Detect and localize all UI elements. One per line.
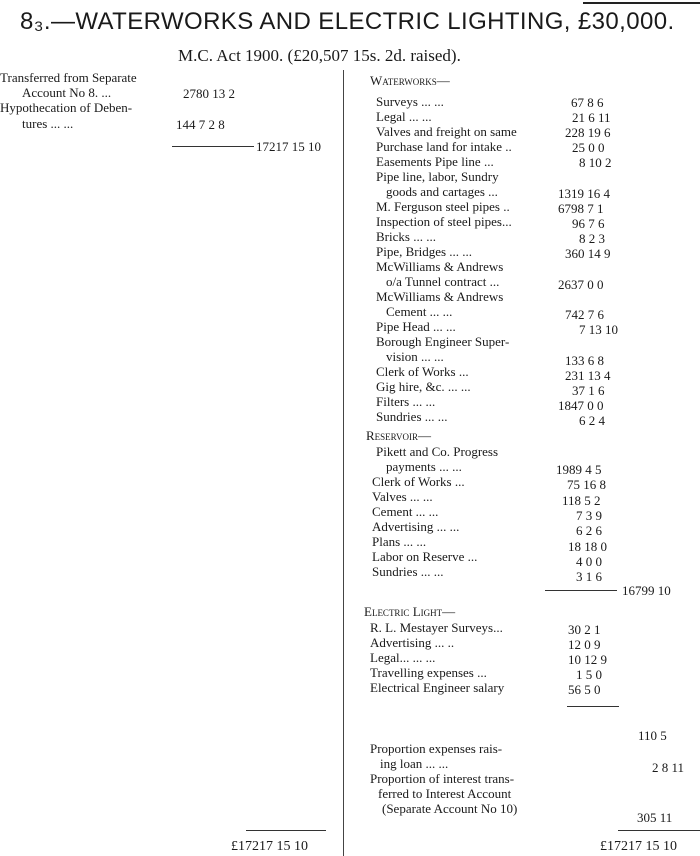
- proportion-loan-label: ing loan ... ...: [380, 756, 449, 771]
- ledger-amount: 56 5 0: [568, 682, 601, 697]
- ledger-amount: 1319 16 4: [558, 186, 610, 201]
- left-subtotal: 17217 15 10: [256, 139, 321, 154]
- right-total: £17217 15 10: [600, 839, 677, 854]
- left-row-amount: 2780 13 2: [183, 86, 235, 101]
- ledger-amount: 6 2 6: [576, 523, 602, 538]
- proportion-interest-label: (Separate Account No 10): [382, 801, 518, 816]
- ledger-amount: 228 19 6: [565, 125, 611, 140]
- electric-subtotal: 110 5: [638, 728, 667, 743]
- ledger-label: Labor on Reserve ...: [372, 549, 478, 564]
- ledger-label: Valves and freight on same: [376, 124, 517, 139]
- ledger-amount: 7 13 10: [579, 322, 618, 337]
- ledger-amount: 75 16 8: [567, 477, 606, 492]
- ledger-amount: 37 1 6: [572, 383, 605, 398]
- ledger-label: Clerk of Works ...: [372, 474, 465, 489]
- ledger-label: McWilliams & Andrews: [376, 289, 504, 304]
- ledger-label: Advertising ... ...: [372, 519, 460, 534]
- ledger-label: Plans ... ...: [372, 534, 427, 549]
- top-rule: [583, 2, 700, 4]
- ledger-amount: 118 5 2: [562, 493, 601, 508]
- ledger-amount: 133 6 8: [565, 353, 604, 368]
- electric-subtotal-rule: [567, 706, 619, 707]
- ledger-amount: 6 2 4: [579, 413, 605, 428]
- reservoir-subtotal-rule: [545, 590, 617, 591]
- ledger-amount: 4 0 0: [576, 554, 602, 569]
- ledger-amount: 6798 7 1: [558, 201, 604, 216]
- ledger-label: M. Ferguson steel pipes ..: [376, 199, 510, 214]
- ledger-amount: 2637 0 0: [558, 277, 604, 292]
- ledger-label: Travelling expenses ...: [370, 665, 487, 680]
- waterworks-subtotal: 16799 10: [622, 583, 671, 598]
- ledger-label: Clerk of Works ...: [376, 364, 469, 379]
- ledger-amount: 1 5 0: [576, 667, 602, 682]
- ledger-label: Pikett and Co. Progress: [376, 444, 499, 459]
- ledger-amount: 231 13 4: [565, 368, 611, 383]
- ledger-label: Pipe Head ... ...: [376, 319, 456, 334]
- ledger-amount: 1989 4 5: [556, 462, 602, 477]
- ledger-label: McWilliams & Andrews: [376, 259, 504, 274]
- ledger-amount: 1847 0 0: [558, 398, 604, 413]
- ledger-label: Gig hire, &c. ... ...: [376, 379, 471, 394]
- ledger-label: Filters ... ...: [376, 394, 436, 409]
- ledger-amount: 10 12 9: [568, 652, 607, 667]
- ledger-amount: 30 2 1: [568, 622, 601, 637]
- ledger-label: Purchase land for intake ..: [376, 139, 512, 154]
- ledger-label: Legal ... ...: [376, 109, 432, 124]
- ledger-label: Easements Pipe line ...: [376, 154, 494, 169]
- ledger-label: goods and cartages ...: [386, 184, 498, 199]
- section-heading-reservoir: Reservoir—: [366, 428, 431, 443]
- ledger-amount: 96 7 6: [572, 216, 605, 231]
- page-title: 8₃.—WATERWORKS AND ELECTRIC LIGHTING, £30,000.: [20, 8, 675, 35]
- section-heading-electric-light: Electric Light—: [364, 604, 456, 619]
- ledger-amount: 360 14 9: [565, 246, 611, 261]
- left-total-rule: [246, 830, 326, 831]
- proportion-interest-amount: 305 11: [637, 810, 673, 825]
- page-subtitle: M.C. Act 1900. (£20,507 15s. 2d. raised).: [178, 46, 461, 65]
- left-row-label: Transferred from Separate: [0, 70, 137, 85]
- right-total-rule: [618, 830, 700, 831]
- ledger-label: Pipe line, labor, Sundry: [376, 169, 499, 184]
- ledger-label: Surveys ... ...: [376, 94, 444, 109]
- ledger-amount: 7 3 9: [576, 508, 602, 523]
- ledger-amount: 18 18 0: [568, 539, 607, 554]
- ledger-label: Cement ... ...: [386, 304, 453, 319]
- ledger-amount: 21 6 11: [572, 110, 611, 125]
- ledger-amount: 12 0 9: [568, 637, 601, 652]
- left-subtotal-rule: [172, 146, 254, 147]
- left-row-label: Hypothecation of Deben-: [0, 100, 133, 115]
- ledger-label: Sundries ... ...: [372, 564, 444, 579]
- left-total: £17217 15 10: [231, 839, 308, 854]
- proportion-interest-label: ferred to Interest Account: [378, 786, 512, 801]
- ledger-label: R. L. Mestayer Surveys...: [370, 620, 503, 635]
- ledger-amount: 3 1 6: [576, 569, 602, 584]
- ledger-label: Electrical Engineer salary: [370, 680, 505, 695]
- proportion-loan-amount: 2 8 11: [652, 760, 685, 775]
- ledger-label: Legal... ... ...: [370, 650, 436, 665]
- ledger-label: Valves ... ...: [372, 489, 433, 504]
- ledger-amount: 8 2 3: [579, 231, 605, 246]
- ledger-amount: 742 7 6: [565, 307, 604, 322]
- ledger-amount: 67 8 6: [571, 95, 604, 110]
- proportion-loan-label: Proportion expenses rais-: [370, 741, 503, 756]
- left-row-label: tures ... ...: [22, 116, 74, 131]
- ledger-label: Cement ... ...: [372, 504, 439, 519]
- ledger-label: Advertising ... ..: [370, 635, 455, 650]
- ledger-label: vision ... ...: [386, 349, 444, 364]
- ledger-label: Bricks ... ...: [376, 229, 436, 244]
- ledger-label: Pipe, Bridges ... ...: [376, 244, 473, 259]
- ledger-label: o/a Tunnel contract ...: [386, 274, 500, 289]
- ledger-label: Inspection of steel pipes...: [376, 214, 512, 229]
- column-divider: [343, 70, 344, 856]
- left-row-label: Account No 8. ...: [22, 85, 112, 100]
- ledger-label: payments ... ...: [386, 459, 462, 474]
- section-heading-waterworks: Waterworks—: [370, 73, 450, 88]
- left-row-amount: 144 7 2 8: [176, 117, 225, 132]
- proportion-interest-label: Proportion of interest trans-: [370, 771, 515, 786]
- ledger-amount: 25 0 0: [572, 140, 605, 155]
- ledger-label: Borough Engineer Super-: [376, 334, 510, 349]
- ledger-amount: 8 10 2: [579, 155, 612, 170]
- ledger-label: Sundries ... ...: [376, 409, 448, 424]
